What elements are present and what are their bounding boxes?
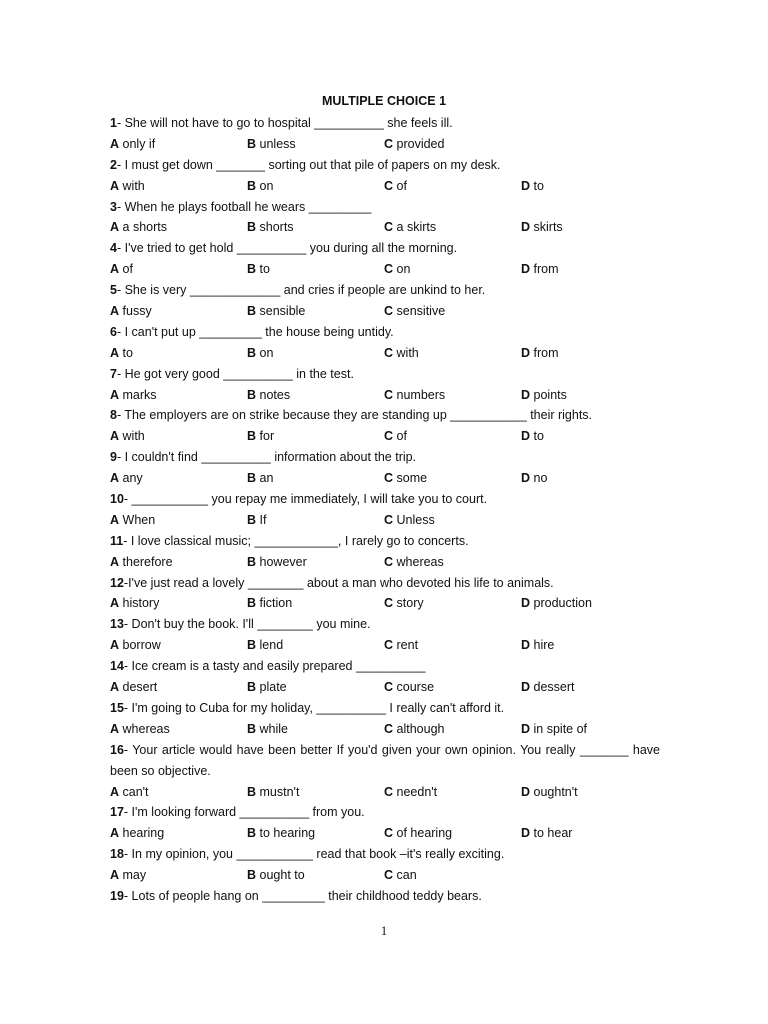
question-separator: - [123, 575, 129, 590]
page-number: 1 [380, 924, 388, 938]
option-letter: B [247, 868, 257, 883]
option-text: any [122, 471, 143, 486]
options-row-7 [110, 385, 660, 406]
question-list [110, 113, 660, 907]
question-separator: - [123, 742, 133, 757]
question-separator: - [116, 199, 125, 214]
option-d [521, 426, 544, 447]
option-letter: D [521, 784, 531, 799]
question-separator: - [116, 408, 125, 423]
question-number: 13 [110, 617, 124, 632]
option-a [110, 426, 145, 447]
question-number: 8 [110, 408, 117, 423]
option-letter: D [521, 345, 531, 360]
option-letter: C [384, 868, 394, 883]
question-2 [110, 155, 660, 176]
question-number: 3 [110, 199, 117, 214]
option-c [384, 593, 424, 614]
question-separator: - [116, 450, 125, 465]
question-text: Ice cream is a tasty and easily prepared __________ [131, 659, 426, 674]
question-text: I couldn't find __________ information about the trip. [124, 450, 417, 465]
options-row-17 [110, 823, 660, 844]
option-letter: D [521, 387, 531, 402]
question-number: 9 [110, 450, 117, 465]
options-row-9 [110, 468, 660, 489]
question-separator: - [123, 617, 132, 632]
option-letter: B [247, 596, 257, 611]
question-1 [110, 113, 660, 134]
question-separator: - [123, 700, 132, 715]
option-text: sensible [259, 304, 306, 319]
question-4 [110, 238, 660, 259]
question-5 [110, 280, 660, 301]
options-row-5 [110, 301, 660, 322]
option-c [384, 552, 444, 573]
option-a [110, 782, 149, 803]
option-text: to hearing [259, 826, 316, 841]
option-b [247, 217, 294, 238]
option-a [110, 823, 164, 844]
options-row-10 [110, 510, 660, 531]
option-text: unless [259, 136, 296, 151]
option-text: sensitive [396, 304, 446, 319]
question-text: I'm going to Cuba for my holiday, __________ I really can't afford it. [131, 700, 505, 715]
option-text: an [259, 471, 274, 486]
question-12 [110, 573, 660, 594]
question-text: Lots of people hang on _________ their childhood teddy bears. [131, 888, 482, 903]
option-text: may [122, 868, 147, 883]
option-a [110, 259, 133, 280]
option-letter: D [521, 638, 531, 653]
option-letter: D [521, 596, 531, 611]
option-text: in spite of [533, 721, 588, 736]
option-d [521, 176, 544, 197]
options-row-8 [110, 426, 660, 447]
question-16 [110, 740, 660, 782]
option-c [384, 134, 444, 155]
option-letter: A [110, 178, 120, 193]
question-separator: - [116, 366, 125, 381]
option-text: to [533, 178, 544, 193]
option-text: numbers [396, 387, 446, 402]
option-c [384, 385, 445, 406]
option-c [384, 823, 452, 844]
option-b [247, 259, 270, 280]
option-letter: C [384, 220, 394, 235]
question-9 [110, 447, 660, 468]
question-number: 2 [110, 157, 117, 172]
page-title: MULTIPLE CHOICE 1 [321, 94, 447, 108]
option-a [110, 635, 161, 656]
options-row-11 [110, 552, 660, 573]
option-c [384, 259, 410, 280]
option-letter: C [384, 554, 394, 569]
option-d [521, 343, 559, 364]
question-separator: - [116, 157, 125, 172]
option-letter: C [384, 429, 394, 444]
option-text: no [533, 471, 548, 486]
options-row-4 [110, 259, 660, 280]
question-text: ___________ you repay me immediately, I will take you to court. [131, 492, 488, 507]
option-text: with [122, 178, 145, 193]
option-text: whereas [396, 554, 444, 569]
option-d [521, 677, 575, 698]
options-row-13 [110, 635, 660, 656]
option-b [247, 343, 273, 364]
option-c [384, 719, 444, 740]
option-letter: C [384, 471, 394, 486]
question-number: 11 [110, 533, 124, 548]
option-letter: A [110, 554, 120, 569]
question-number: 12 [110, 575, 124, 590]
option-text: of [396, 429, 407, 444]
option-text: whereas [122, 721, 170, 736]
question-number: 4 [110, 241, 117, 256]
option-b [247, 635, 283, 656]
options-row-12 [110, 593, 660, 614]
option-c [384, 426, 407, 447]
question-text: Don't buy the book. I'll ________ you mine. [131, 617, 371, 632]
option-b [247, 552, 307, 573]
option-letter: C [384, 680, 394, 695]
question-separator: - [123, 847, 132, 862]
option-letter: A [110, 826, 120, 841]
option-text: to [122, 345, 133, 360]
option-letter: B [247, 345, 257, 360]
option-text: of hearing [396, 826, 453, 841]
question-number: 7 [110, 366, 117, 381]
options-row-3 [110, 217, 660, 238]
option-b [247, 510, 266, 531]
question-text: I must get down _______ sorting out that pile of papers on my desk. [124, 157, 501, 172]
option-letter: B [247, 721, 257, 736]
option-text: only if [122, 136, 156, 151]
option-a [110, 865, 146, 886]
question-text: He got very good __________ in the test. [124, 366, 354, 381]
option-letter: C [384, 638, 394, 653]
option-text: on [259, 345, 274, 360]
option-b [247, 385, 290, 406]
option-letter: A [110, 262, 120, 277]
option-d [521, 782, 578, 803]
option-letter: B [247, 262, 257, 277]
option-d [521, 385, 567, 406]
question-text: Your article would have been better If you'd given your own opinion. You really _______ have been so objective. [110, 742, 660, 778]
options-row-1 [110, 134, 660, 155]
option-letter: A [110, 638, 120, 653]
options-row-16 [110, 782, 660, 803]
option-d [521, 635, 554, 656]
option-letter: A [110, 512, 120, 527]
option-c [384, 677, 434, 698]
option-text: needn't [396, 784, 438, 799]
question-7 [110, 364, 660, 385]
option-text: fiction [259, 596, 293, 611]
option-text: from [533, 262, 559, 277]
question-text: I've tried to get hold __________ you during all the morning. [124, 241, 458, 256]
option-text: mustn't [259, 784, 300, 799]
question-number: 5 [110, 283, 117, 298]
option-text: provided [396, 136, 445, 151]
option-b [247, 677, 287, 698]
option-letter: B [247, 680, 257, 695]
question-number: 19 [110, 888, 124, 903]
option-d [521, 217, 563, 238]
option-letter: D [521, 220, 531, 235]
question-separator: - [116, 324, 125, 339]
option-text: with [122, 429, 145, 444]
option-letter: B [247, 429, 257, 444]
option-letter: B [247, 304, 257, 319]
question-separator: - [123, 805, 132, 820]
option-text: to hear [533, 826, 573, 841]
question-text: I'm looking forward __________ from you. [131, 805, 365, 820]
question-18 [110, 844, 660, 865]
option-text: oughtn't [533, 784, 578, 799]
option-letter: B [247, 784, 257, 799]
option-letter: A [110, 471, 120, 486]
option-a [110, 510, 155, 531]
option-letter: C [384, 178, 394, 193]
option-letter: A [110, 596, 120, 611]
option-letter: D [521, 471, 531, 486]
question-14 [110, 656, 660, 677]
option-b [247, 134, 296, 155]
question-13 [110, 614, 660, 635]
option-letter: C [384, 512, 394, 527]
option-a [110, 301, 152, 322]
option-b [247, 426, 274, 447]
option-c [384, 468, 427, 489]
question-separator: - [123, 659, 132, 674]
option-letter: C [384, 262, 394, 277]
option-letter: C [384, 721, 394, 736]
question-text: The employers are on strike because they are standing up ___________ their rights. [124, 408, 593, 423]
option-text: dessert [533, 680, 575, 695]
option-text: If [259, 512, 267, 527]
option-text: although [396, 721, 445, 736]
question-number: 17 [110, 805, 124, 820]
option-text: on [396, 262, 411, 277]
question-15 [110, 698, 660, 719]
options-row-6 [110, 343, 660, 364]
option-text: of [396, 178, 407, 193]
option-text: production [533, 596, 592, 611]
option-c [384, 782, 437, 803]
options-row-14 [110, 677, 660, 698]
option-letter: B [247, 136, 257, 151]
option-letter: C [384, 826, 394, 841]
question-separator: - [116, 241, 125, 256]
option-a [110, 677, 157, 698]
option-text: fussy [122, 304, 152, 319]
option-a [110, 468, 143, 489]
option-b [247, 823, 315, 844]
option-text: from [533, 345, 559, 360]
question-10 [110, 489, 660, 510]
option-d [521, 259, 559, 280]
question-text: I can't put up _________ the house being untidy. [124, 324, 394, 339]
option-a [110, 217, 167, 238]
option-text: course [396, 680, 435, 695]
option-b [247, 468, 273, 489]
option-c [384, 301, 445, 322]
option-text: to [259, 262, 270, 277]
option-letter: B [247, 178, 257, 193]
option-b [247, 865, 305, 886]
question-text: She is very _____________ and cries if people are unkind to her. [124, 283, 486, 298]
option-letter: D [521, 721, 531, 736]
question-6 [110, 322, 660, 343]
question-text: I love classical music; ____________, I rarely go to concerts. [130, 533, 469, 548]
option-c [384, 217, 436, 238]
option-letter: D [521, 429, 531, 444]
options-row-15 [110, 719, 660, 740]
option-text: can [396, 868, 417, 883]
option-letter: C [384, 596, 394, 611]
question-text: She will not have to go to hospital __________ she feels ill. [124, 116, 453, 130]
option-text: desert [122, 680, 158, 695]
option-text: can't [122, 784, 149, 799]
option-letter: C [384, 345, 394, 360]
options-row-18 [110, 865, 660, 886]
option-text: for [259, 429, 275, 444]
option-text: skirts [533, 220, 563, 235]
question-separator: - [123, 492, 132, 507]
option-letter: C [384, 387, 394, 402]
option-text: points [533, 387, 567, 402]
question-3 [110, 197, 660, 218]
question-separator: - [116, 116, 125, 130]
option-letter: D [521, 680, 531, 695]
option-letter: B [247, 638, 257, 653]
question-number: 18 [110, 847, 124, 862]
question-separator: - [123, 533, 131, 548]
option-text: to [533, 429, 544, 444]
option-letter: B [247, 826, 257, 841]
question-number: 14 [110, 659, 124, 674]
option-d [521, 468, 547, 489]
option-c [384, 635, 418, 656]
option-text: When [122, 512, 156, 527]
option-a [110, 385, 157, 406]
option-text: hearing [122, 826, 165, 841]
option-text: hire [533, 638, 555, 653]
option-letter: A [110, 136, 120, 151]
option-letter: A [110, 721, 120, 736]
option-letter: D [521, 178, 531, 193]
option-text: a shorts [122, 220, 167, 235]
question-19 [110, 886, 660, 907]
option-d [521, 719, 587, 740]
option-text: borrow [122, 638, 161, 653]
option-text: while [259, 721, 289, 736]
option-text: of [122, 262, 133, 277]
option-text: Unless [396, 512, 435, 527]
option-c [384, 510, 435, 531]
option-b [247, 782, 299, 803]
question-separator: - [123, 888, 132, 903]
option-b [247, 301, 305, 322]
option-text: marks [122, 387, 157, 402]
question-11 [110, 531, 660, 552]
option-a [110, 176, 145, 197]
option-a [110, 134, 155, 155]
option-b [247, 176, 273, 197]
option-text: however [259, 554, 307, 569]
option-a [110, 593, 159, 614]
option-text: therefore [122, 554, 173, 569]
option-letter: A [110, 345, 120, 360]
option-letter: A [110, 429, 120, 444]
option-letter: A [110, 304, 120, 319]
option-letter: C [384, 304, 394, 319]
question-number: 15 [110, 700, 124, 715]
question-number: 16 [110, 742, 124, 757]
option-text: on [259, 178, 274, 193]
option-text: with [396, 345, 419, 360]
option-b [247, 719, 288, 740]
question-number: 1 [110, 116, 117, 130]
option-letter: A [110, 387, 120, 402]
option-letter: B [247, 387, 257, 402]
option-text: a skirts [396, 220, 437, 235]
question-number: 6 [110, 324, 117, 339]
question-17 [110, 802, 660, 823]
option-text: shorts [259, 220, 294, 235]
option-text: some [396, 471, 428, 486]
question-separator: - [116, 283, 125, 298]
option-letter: B [247, 554, 257, 569]
option-d [521, 823, 572, 844]
option-text: lend [259, 638, 284, 653]
option-text: history [122, 596, 160, 611]
option-letter: D [521, 826, 531, 841]
option-letter: B [247, 512, 257, 527]
option-letter: A [110, 680, 120, 695]
options-row-2 [110, 176, 660, 197]
option-letter: C [384, 136, 394, 151]
option-text: story [396, 596, 424, 611]
option-letter: A [110, 784, 120, 799]
option-text: notes [259, 387, 291, 402]
question-text: I've just read a lovely ________ about a man who devoted his life to animals. [128, 575, 554, 590]
option-letter: A [110, 868, 120, 883]
question-text: In my opinion, you ___________ read that book –it's really exciting. [131, 847, 505, 862]
option-letter: A [110, 220, 120, 235]
question-text: When he plays football he wears _________ [124, 199, 372, 214]
option-text: plate [259, 680, 287, 695]
option-letter: C [384, 784, 394, 799]
option-a [110, 719, 170, 740]
option-letter: D [521, 262, 531, 277]
option-letter: B [247, 471, 257, 486]
question-8 [110, 405, 660, 426]
option-a [110, 552, 173, 573]
option-b [247, 593, 292, 614]
option-c [384, 343, 419, 364]
option-d [521, 593, 592, 614]
option-a [110, 343, 133, 364]
option-text: rent [396, 638, 419, 653]
option-c [384, 865, 417, 886]
option-text: ought to [259, 868, 305, 883]
option-letter: B [247, 220, 257, 235]
option-c [384, 176, 407, 197]
question-number: 10 [110, 492, 124, 507]
